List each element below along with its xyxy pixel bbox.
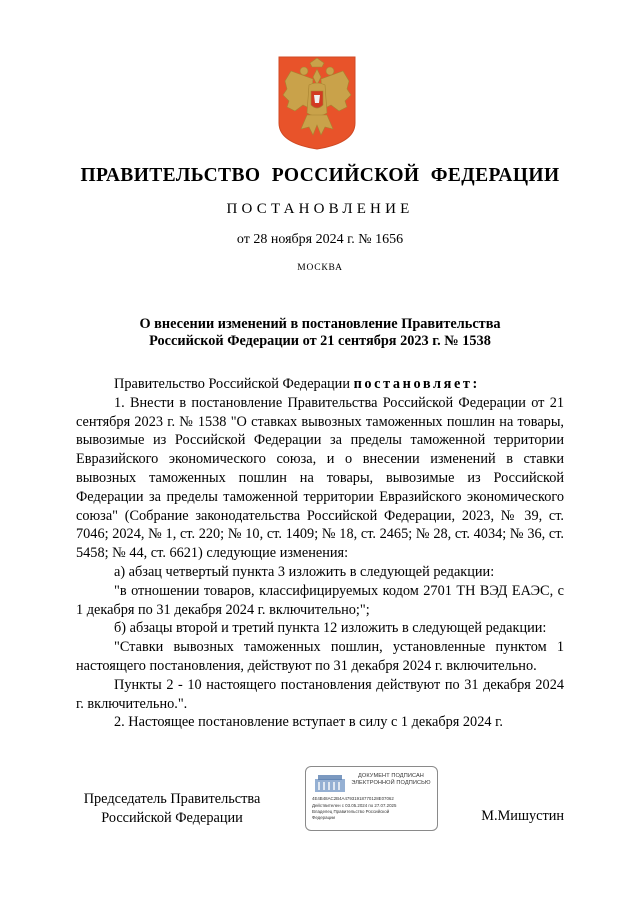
- paragraph-quote-a: "в отношении товаров, классифицируемых кодом 2701 ТН ВЭД ЕАЭС, с 1 декабря по 31 декабря 2024 г. включительно;";: [76, 582, 564, 618]
- preamble-text: Правительство Российской Федерации: [114, 376, 354, 392]
- stamp-title-line-2: ЭЛЕКТРОННОЙ ПОДПИСЬЮ: [351, 780, 431, 786]
- signatory-position-line-1: Председатель Правительства: [83, 791, 261, 807]
- paragraph-item-b: б) абзацы второй и третий пункта 12 изложить в следующей редакции:: [114, 620, 547, 637]
- stamp-serial: 4E4B48AC2B4A47931918770128E07062: [312, 796, 394, 801]
- stamp-owner-line-2: Федерации: [312, 815, 335, 820]
- subject-line-1: О внесении изменений в постановление Правительства: [139, 316, 501, 332]
- paragraph-quote-b-cont: Пункты 2 - 10 настоящего постановления действуют по 31 декабря 2024 г. включительно.".: [76, 676, 564, 712]
- signatory-position: [62, 790, 282, 827]
- coat-of-arms-icon: [277, 55, 357, 151]
- document-subject: [95, 316, 545, 350]
- signatory-name: М.Мишустин: [481, 808, 564, 824]
- building-icon: [314, 773, 346, 793]
- document-type: ПОСТАНОВЛЕНИЕ: [226, 201, 414, 217]
- government-title: ПРАВИТЕЛЬСТВО РОССИЙСКОЙ ФЕДЕРАЦИИ: [80, 165, 560, 186]
- document-city: МОСКВА: [297, 263, 343, 273]
- document-date-number: от 28 ноября 2024 г. № 1656: [236, 232, 404, 247]
- stamp-owner-line-1: Владелец Правительство Российской: [312, 809, 390, 814]
- preamble: [76, 375, 564, 394]
- stamp-title: [346, 773, 436, 787]
- paragraph-item-a: а) абзац четвертый пункта 3 изложить в следующей редакции:: [114, 563, 495, 580]
- paragraph-quote-b: "Ставки вывозных таможенных пошлин, установленные пунктом 1 настоящего постановления, действуют по 31 декабря 2024 г. включительно.: [76, 639, 564, 674]
- electronic-signature-stamp: [305, 766, 438, 831]
- paragraph-2: 2. Настоящее постановление вступает в силу с 1 декабря 2024 г.: [114, 714, 503, 731]
- preamble-verb: постановляет:: [353, 376, 480, 392]
- subject-line-2: Российской Федерации от 21 сентября 2023 г. № 1538: [149, 333, 491, 349]
- stamp-validity: Действителен с 03.05.2024 по 27.07.2025: [312, 803, 397, 808]
- signatory-position-line-2: Российской Федерации: [101, 809, 243, 826]
- document-body: [76, 375, 564, 732]
- paragraph-1: 1. Внести в постановление Правительства Российской Федерации от 21 сентября 2023 г. № 1538 "О ставках вывозных таможенных пошлин на товары, вывозимые из Российской Федерации за пределы таможенной территории Евразийского экономического союза, и о внесении изменений в ставки вывозных таможенных пошлин на товары, вывозимые из Российской Федерации за пределы таможенной территории Евразийского экономического союза" (Собрание законодательства Российской Федерации, 2023, № 39, ст. 7046; 2024, № 1, ст. 220; № 10, ст. 1409; № 18, ст. 2465; № 28, ст. 4034; № 36, ст. 5458; № 44, ст. 6621) следующие изменения:: [76, 394, 564, 562]
- stamp-title-line-1: ДОКУМЕНТ ПОДПИСАН: [358, 773, 424, 779]
